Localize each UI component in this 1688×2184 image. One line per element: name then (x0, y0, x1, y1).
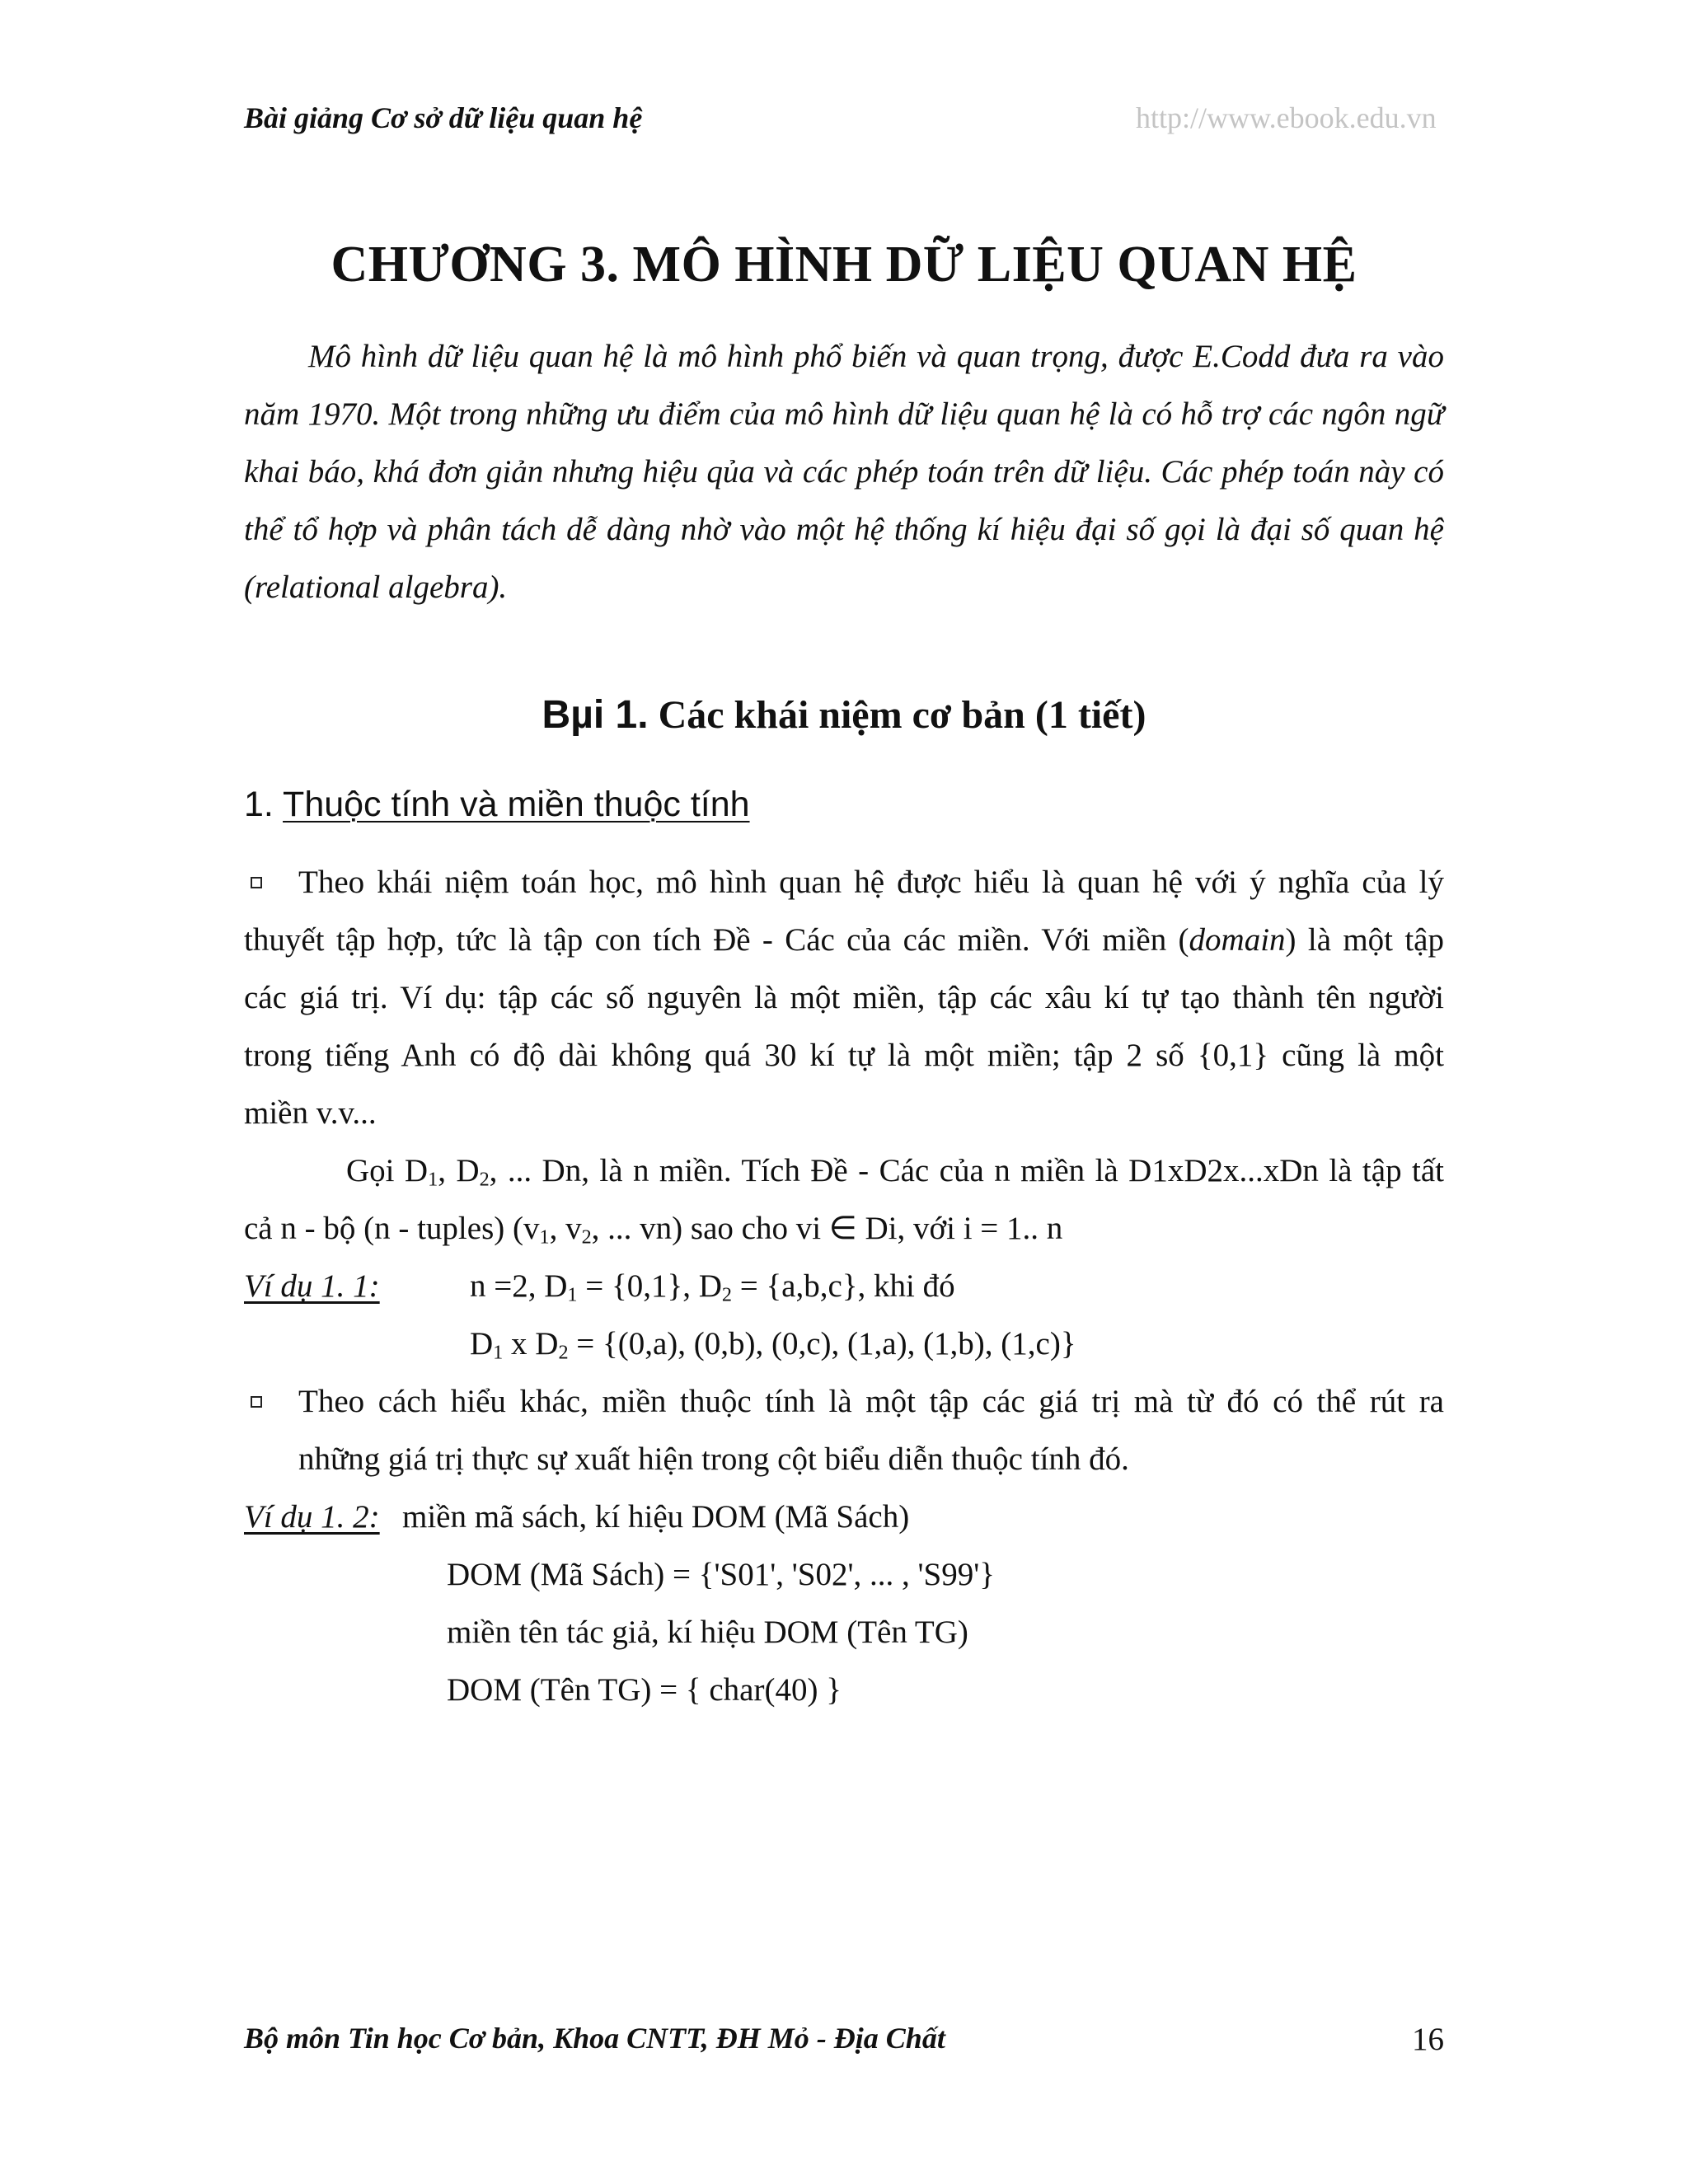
example-1-2-line4: DOM (Tên TG) = { char(40) } (447, 1672, 842, 1708)
example-1-2-line3: miền tên tác giả, kí hiệu DOM (Tên TG) (447, 1615, 968, 1650)
square-bullet-icon (251, 877, 262, 888)
cartesian-line1 (346, 1142, 1444, 1200)
subscript: 2 (581, 1226, 592, 1249)
example-1-1-line1 (470, 1258, 955, 1315)
subscript: 2 (558, 1341, 569, 1364)
domain-term: domain (1189, 922, 1286, 958)
running-header-url: http://www.ebook.edu.vn (1136, 101, 1437, 134)
footer-department: Bộ môn Tin học Cơ bản, Khoa CNTT, ĐH Mỏ - Địa Chất (244, 2022, 945, 2055)
subsection-title: Thuộc tính và miền thuộc tính (283, 785, 750, 824)
text-run: x D (503, 1326, 559, 1361)
subscript: 1 (493, 1341, 504, 1364)
subscript: 1 (567, 1283, 578, 1306)
subsection-number: 1. (244, 785, 274, 824)
text-run: , D (438, 1153, 480, 1188)
example-1-1-label: Ví dụ 1. 1: (244, 1268, 380, 1304)
text-run: D (470, 1326, 494, 1361)
bullet1-line1: Theo khái niệm toán học, mô hình quan hệ được hiểu là quan hệ với ý nghĩa của lý (298, 865, 1444, 900)
running-header-title: Bài giảng Cơ sở dữ liệu quan hệ (244, 101, 643, 134)
section-heading (0, 692, 1688, 738)
page-number: 16 (1412, 2022, 1444, 2057)
text-run: , v (549, 1211, 582, 1246)
square-bullet-icon (251, 1396, 262, 1408)
bullet1-line2 (244, 912, 1444, 969)
bullet1-line2-tail: ) là một tập (1285, 922, 1444, 958)
cartesian-line2 (244, 1200, 1062, 1258)
bullet2-line2: những giá trị thực sự xuất hiện trong cột biểu diễn thuộc tính đó. (298, 1441, 1129, 1477)
subsection-heading (244, 785, 750, 825)
bullet1-line3: các giá trị. Ví dụ: tập các số nguyên là một miền, tập các xâu kí tự tạo thành tên người (244, 980, 1444, 1015)
text-run: = {a,b,c}, khi đó (731, 1268, 955, 1304)
text-run: Gọi D (346, 1153, 429, 1188)
intro-text: Mô hình dữ liệu quan hệ là mô hình phổ biến và quan trọng, được E.Codd đưa ra vào năm 1970. Một trong những ưu điểm của mô hình dữ liệu quan hệ là có hỗ trợ các ngôn ngữ khai báo, khá đơn giản nhưng hiệu qủa và các phép toán trên dữ liệu. Các phép toán này có thể tổ hợp và phân tách dễ dàng nhờ vào một hệ thống kí hiệu đại số gọi là đại số quan hệ (relational algebra). (244, 339, 1444, 605)
text-run: = {0,1}, D (577, 1268, 722, 1304)
chapter-title: CHƯƠNG 3. MÔ HÌNH DỮ LIỆU QUAN HỆ (331, 237, 1357, 293)
section-mark: Bµi 1. (542, 693, 649, 737)
subscript: 1 (539, 1226, 550, 1249)
subscript: 2 (721, 1283, 732, 1306)
text-run: , ... vn) sao cho vi ∈ Di, với i = 1.. n (591, 1211, 1063, 1246)
bullet2-line1: Theo cách hiểu khác, miền thuộc tính là một tập các giá trị mà từ đó có thể rút ra (298, 1384, 1444, 1419)
example-1-2-line2: DOM (Mã Sách) = {'S01', 'S02', ... , 'S99'} (447, 1557, 995, 1592)
subscript: 2 (479, 1168, 490, 1191)
example-1-2-line1: miền mã sách, kí hiệu DOM (Mã Sách) (402, 1499, 910, 1535)
text-run: n =2, D (470, 1268, 568, 1304)
bullet1-line4: trong tiếng Anh có độ dài không quá 30 kí tự là một miền; tập 2 số {0,1} cũng là một (244, 1038, 1444, 1073)
subscript: 1 (428, 1168, 438, 1191)
bullet1-line5: miền v.v... (244, 1095, 377, 1131)
section-title: Các khái niệm cơ bản (1 tiết) (658, 693, 1146, 737)
example-1-1-line2 (470, 1315, 1076, 1373)
text-run: , ... Dn, là n miền. Tích Đề - Các của n miền là D1xD2x...xDn là tập tất (489, 1153, 1444, 1188)
text-run: = {(0,a), (0,b), (0,c), (1,a), (1,b), (1,c)} (568, 1326, 1076, 1361)
intro-paragraph (244, 328, 1444, 616)
example-1-2-label: Ví dụ 1. 2: (244, 1499, 380, 1535)
text-run: cả n - bộ (n - tuples) (v (244, 1211, 540, 1246)
bullet1-line2-head: thuyết tập hợp, tức là tập con tích Đề - Các của các miền. Với miền ( (244, 922, 1189, 958)
